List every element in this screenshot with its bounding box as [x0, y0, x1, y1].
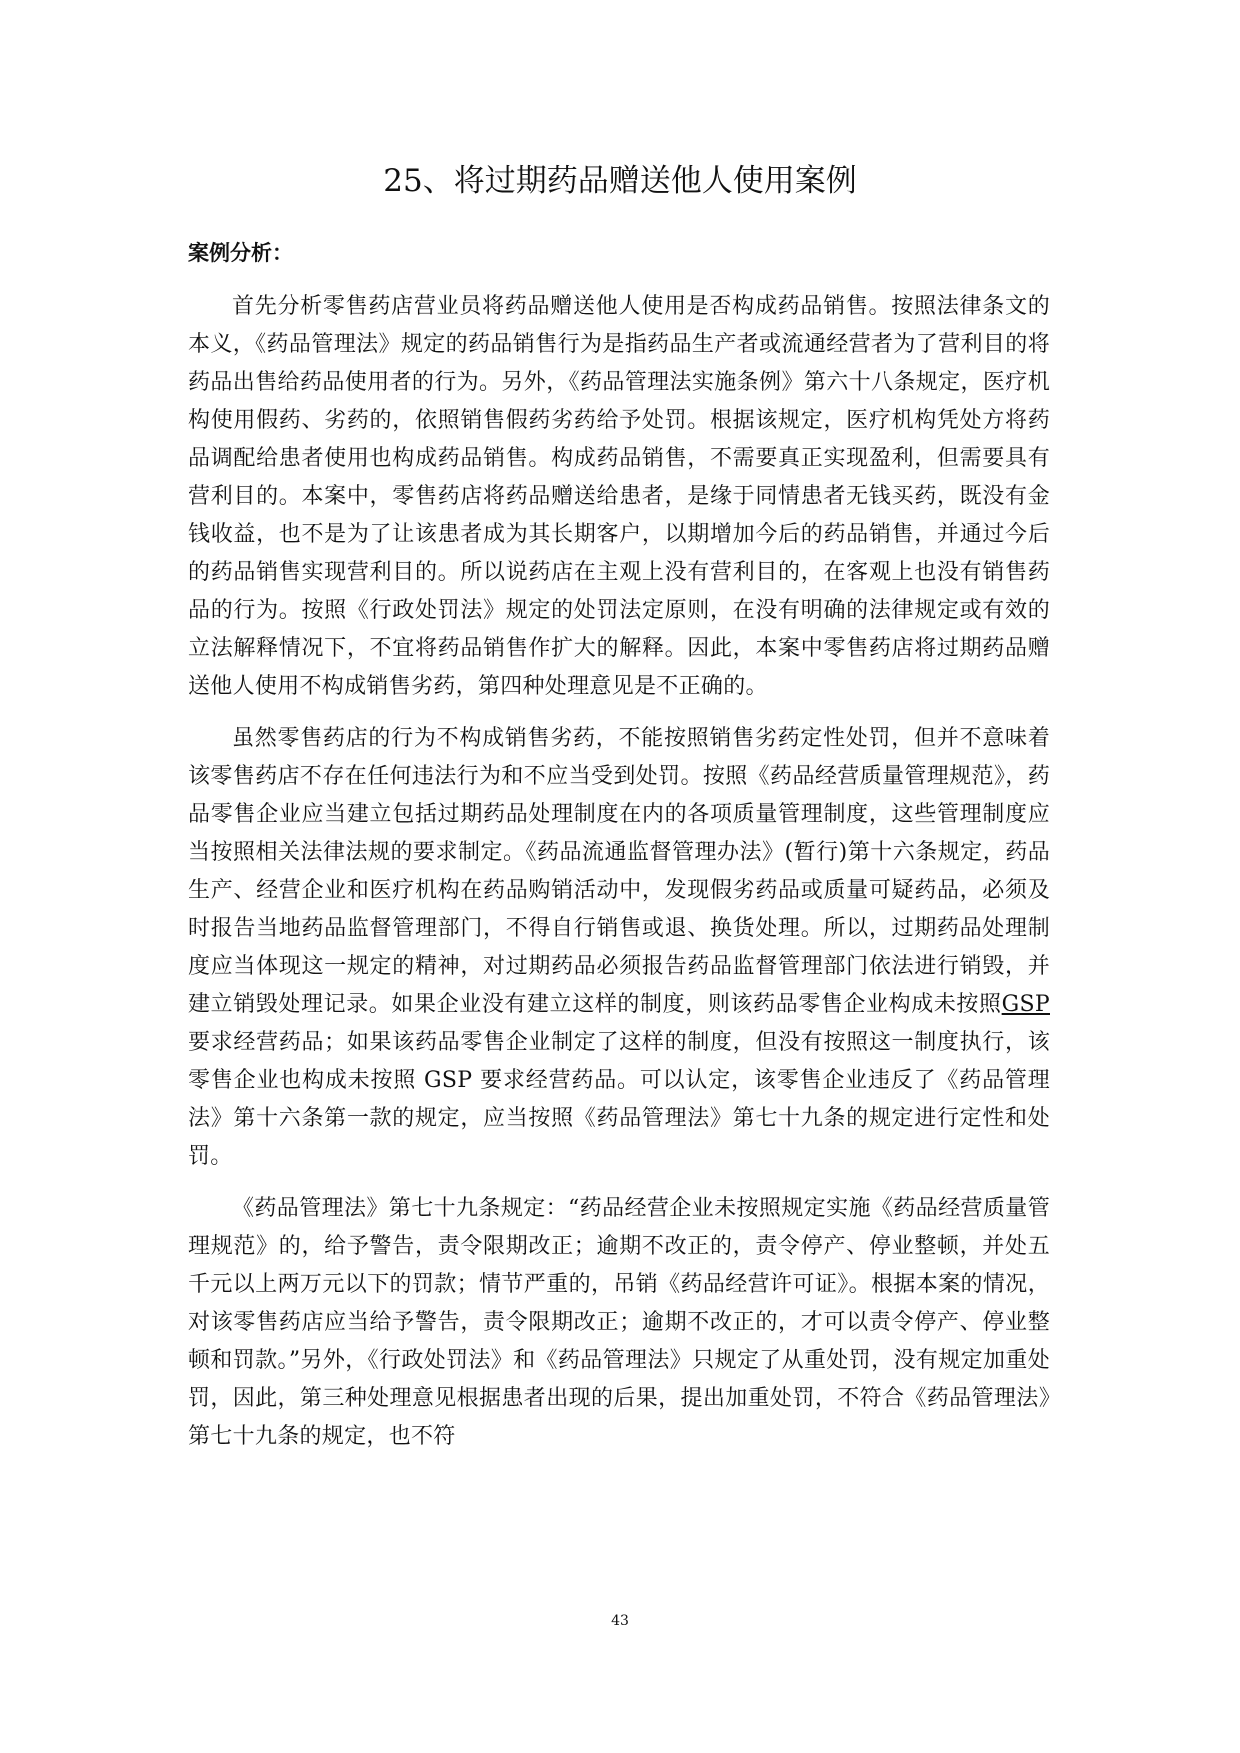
paragraph-1: 首先分析零售药店营业员将药品赠送他人使用是否构成药品销售。按照法律条文的本义，《药品管理法》规定的药品销售行为是指药品生产者或流通经营者为了营利目的将药品出售给药品使用者的行为。另外，《药品管理法实施条例》第六十八条规定，医疗机构使用假药、劣药的，依照销售假药劣药给予处罚。根据该规定，医疗机构凭处方将药品调配给患者使用也构成药品销售。构成药品销售，不需要真正实现盈利，但需要具有营利目的。本案中，零售药店将药品赠送给患者，是缘于同情患者无钱买药，既没有金钱收益，也不是为了让该患者成为其长期客户，以期增加今后的药品销售，并通过今后的药品销售实现营利目的。所以说药店在主观上没有营利目的，在客观上也没有销售药品的行为。按照《行政处罚法》规定的处罚法定原则，在没有明确的法律规定或有效的立法解释情况下，不宜将药品销售作扩大的解释。因此，本案中零售药店将过期药品赠送他人使用不构成销售劣药，第四种处理意见是不正确的。	[188, 294, 1050, 699]
page-number: 43	[611, 1613, 629, 1629]
document-title: 25、将过期药品赠送他人使用案例	[383, 163, 857, 199]
paragraph-2-text-end: 要求经营药品；如果该药品零售企业制定了这样的制度，但没有按照这一制度执行，该零售企业也构成未按照 GSP 要求经营药品。可以认定，该零售企业违反了《药品管理法》第十六条第一款的规定，应当按照《药品管理法》第七十九条的规定进行定性和处罚。	[188, 1030, 1050, 1169]
section-heading: 案例分析：	[188, 241, 293, 265]
paragraph-2	[188, 720, 1050, 1176]
document-body	[188, 288, 1050, 1470]
paragraph-2-text-start: 虽然零售药店的行为不构成销售劣药，不能按照销售劣药定性处罚，但并不意味着该零售药店不存在任何违法行为和不应当受到处罚。按照《药品经营质量管理规范》，药品零售企业应当建立包括过期药品处理制度在内的各项质量管理制度，这些管理制度应当按照相关法律法规的要求制定。《药品流通监督管理办法》(暂行)第十六条规定，药品生产、经营企业和医疗机构在药品购销活动中，发现假劣药品或质量可疑药品，必须及时报告当地药品监督管理部门，不得自行销售或退、换货处理。所以，过期药品处理制度应当体现这一规定的精神，对过期药品必须报告药品监督管理部门依法进行销毁，并建立销毁处理记录。如果企业没有建立这样的制度，则该药品零售企业构成未按照	[188, 726, 1050, 1017]
underlined-gsp-term: GSP	[1001, 992, 1050, 1017]
paragraph-3: 《药品管理法》第七十九条规定：“药品经营企业未按照规定实施《药品经营质量管理规范》的，给予警告，责令限期改正；逾期不改正的，责令停产、停业整顿，并处五千元以上两万元以下的罚款；情节严重的，吊销《药品经营许可证》。根据本案的情况，对该零售药店应当给予警告，责令限期改正；逾期不改正的，才可以责令停产、停业整顿和罚款。”另外，《行政处罚法》和《药品管理法》只规定了从重处罚，没有规定加重处罚，因此，第三种处理意见根据患者出现的后果，提出加重处罚，不符合《药品管理法》第七十九条的规定，也不符	[188, 1196, 1050, 1449]
